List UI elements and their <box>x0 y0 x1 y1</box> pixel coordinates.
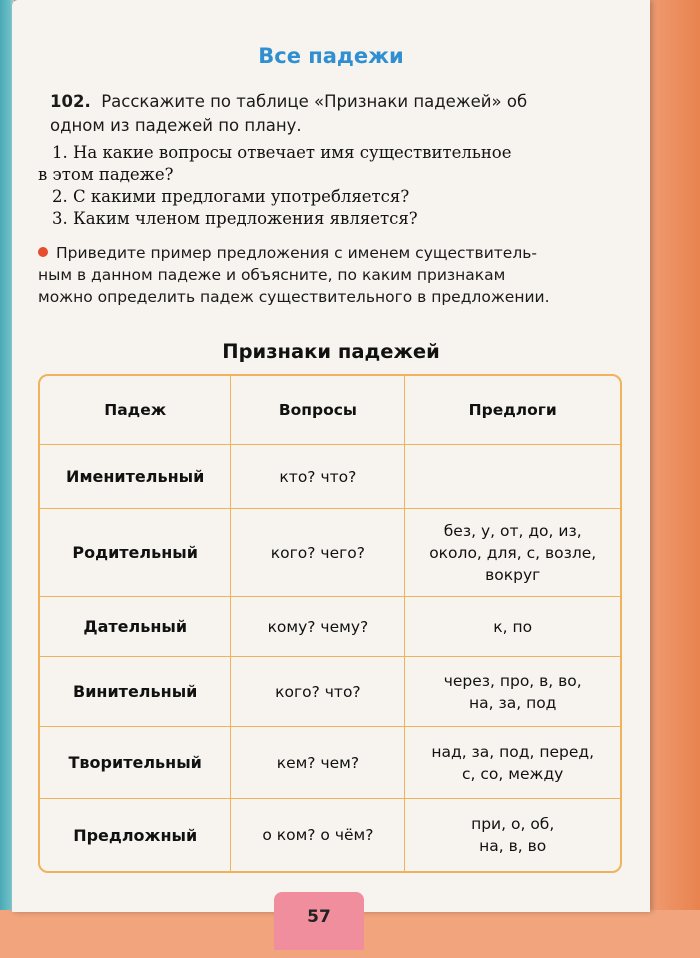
case-prepositions: через, про, в, во, на, за, под <box>405 657 620 727</box>
textbook-page <box>12 0 650 912</box>
header-case: Падеж <box>40 376 231 445</box>
bullet-instruction <box>38 242 623 308</box>
case-prepositions <box>405 445 620 509</box>
case-name: Дательный <box>40 597 231 657</box>
case-prepositions: без, у, от, до, из, около, для, с, возле, вокруг <box>405 509 620 597</box>
bullet-line-3: можно определить падеж существительного в предложении. <box>38 288 550 306</box>
table-row <box>40 445 620 509</box>
bullet-line-1: Приведите пример предложения с именем существитель- <box>38 242 623 264</box>
red-bullet-icon <box>38 247 48 257</box>
case-prepositions: при, о, об, на, в, во <box>471 815 555 855</box>
task-line-1 <box>50 90 630 114</box>
question-2: 2. С какими предлогами употребляется? <box>52 187 410 206</box>
page-title: Все падежи <box>258 44 404 68</box>
cases-table <box>38 374 622 873</box>
header-questions: Вопросы <box>231 376 405 445</box>
question-1: 1. На какие вопросы отвечает имя существительное <box>52 143 512 162</box>
case-name: Предложный <box>40 799 231 871</box>
case-questions: о ком? о чём? <box>231 799 405 871</box>
case-prepositions: над, за, под, перед, с, со, между <box>405 727 620 799</box>
page-number: 57 <box>274 892 364 950</box>
table-row <box>40 597 620 657</box>
header-prepositions: Предлоги <box>405 376 620 445</box>
question-3: 3. Каким членом предложения является? <box>52 209 418 228</box>
case-name: Именительный <box>40 445 231 509</box>
case-name: Родительный <box>40 509 231 597</box>
task-text-1: Расскажите по таблице «Признаки падежей» об <box>101 92 528 111</box>
task-102 <box>50 90 630 138</box>
table-row <box>40 657 620 727</box>
case-prepositions: к, по <box>405 597 620 657</box>
question-1-cont: в этом падеже? <box>38 165 174 184</box>
table-row <box>40 727 620 799</box>
plan-questions <box>38 142 623 230</box>
task-line-2: одном из падежей по плану. <box>50 116 302 135</box>
task-number: 102. <box>50 92 91 111</box>
table-title: Признаки падежей <box>222 340 440 363</box>
case-questions: кому? чему? <box>231 597 405 657</box>
case-name: Винительный <box>40 657 231 727</box>
table-row <box>40 799 620 871</box>
bullet-line-2: ным в данном падеже и объясните, по каким признакам <box>38 266 506 284</box>
case-questions: кого? что? <box>231 657 405 727</box>
case-name: Творительный <box>40 727 231 799</box>
case-questions: кого? чего? <box>231 509 405 597</box>
table-row <box>40 509 620 597</box>
case-questions: кто? что? <box>231 445 405 509</box>
case-questions: кем? чем? <box>231 727 405 799</box>
table-header-row <box>40 376 620 445</box>
